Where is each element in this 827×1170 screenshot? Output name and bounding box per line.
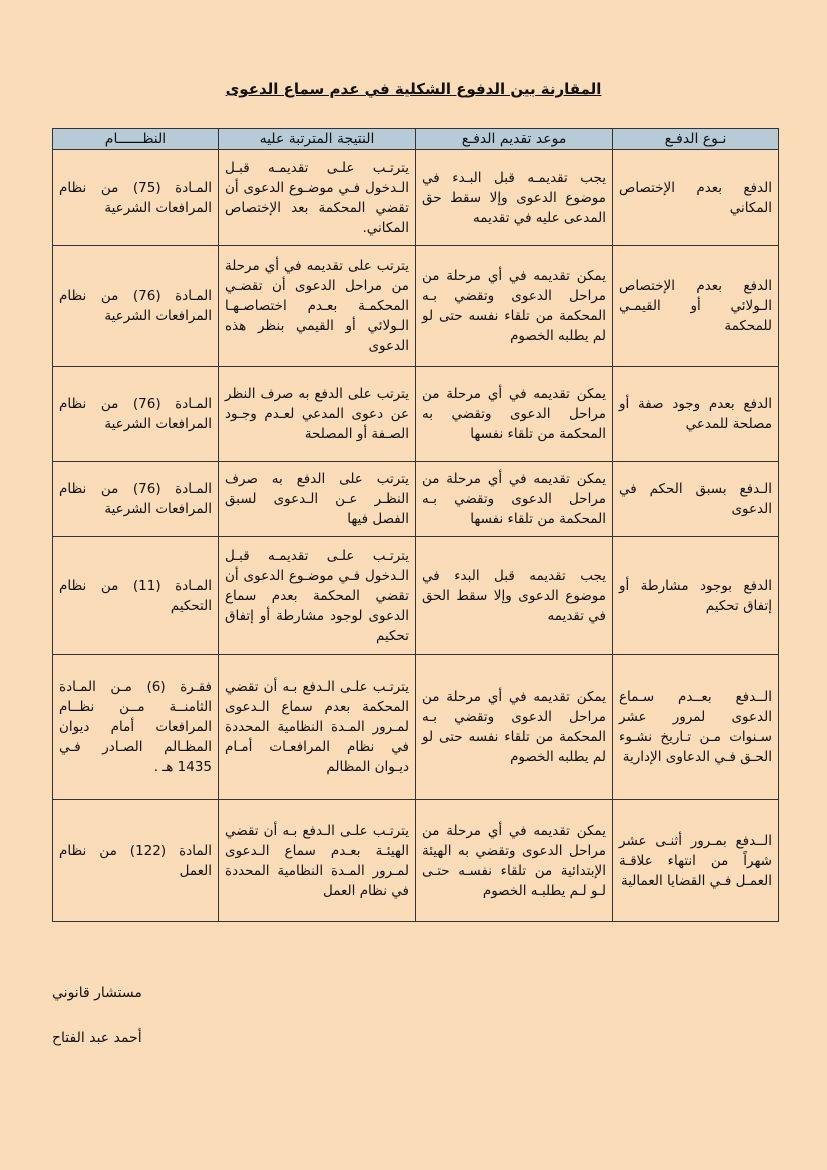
cell-regulation: المـادة (11) من نظام التحكيم — [53, 537, 219, 655]
cell-regulation: المادة (122) من نظام العمل — [53, 800, 219, 922]
cell-result: يترتـب علـى تقديمـه قبـل الـدخول فـي موضـوع الدعوى أن تقضي المحكمة بعد الإختصاص المكاني. — [219, 150, 416, 246]
table-row — [53, 462, 779, 537]
cell-regulation: المـادة (76) من نظام المرافعات الشرعية — [53, 246, 219, 367]
cell-defense-type: الدفع بعدم الإختصاص الـولائي أو القيمـي للمحكمة — [613, 246, 779, 367]
table-row — [53, 246, 779, 367]
cell-result: يترتـب علـى الـدفع بـه أن تقضي الهيئـة بعـدم سماع الـدعوى لمـرور المـدة النظامية المحددة في نظام العمل — [219, 800, 416, 922]
cell-submission-time: يمكن تقديمه في أي مرحلة من مراحل الدعوى وتقضي بـه المحكمة من تلقاء نفسه حتى لو لم يطلبه الخصوم — [416, 655, 613, 800]
cell-submission-time: يجب تقديمـه قبل البـدء في موضوع الدعوى وإلا سقط حق المدعى عليه في تقديمه — [416, 150, 613, 246]
header-regulation: النظــــــام — [53, 129, 219, 150]
cell-submission-time: يمكن تقديمه في أي مرحلة من مراحل الدعوى وتقضي بـه المحكمة من تلقاء نفسه حتى لو لم يطلبه الخصوم — [416, 246, 613, 367]
cell-defense-type: الدفع بعدم الإختصاص المكاني — [613, 150, 779, 246]
cell-result: يترتب على الدفع به صرف النظـر عـن الـدعوى لسبق الفصل فيها — [219, 462, 416, 537]
cell-result: يترتـب علـى تقديمـه قبـل الـدخول فـي موضـوع الدعوى أن تقضي المحكمة بعدم سماع الدعوى لوجود مشارطة أو إتفاق تحكيم — [219, 537, 416, 655]
table-row — [53, 655, 779, 800]
cell-submission-time: يمكن تقديمه في أي مرحلة من مراحل الدعوى وتقضي به المحكمة من تلقاء نفسها — [416, 367, 613, 462]
cell-regulation: فقـرة (6) مـن المـادة الثامنــة مــن نظــام المرافعات أمام ديوان المظـالم الصـادر فـي 1435 هـ . — [53, 655, 219, 800]
cell-defense-type: الــدفع بمـرور أثنـى عشر شهراً من انتهاء علاقـة العمـل فـي القضايا العمالية — [613, 800, 779, 922]
table-row — [53, 367, 779, 462]
table-row — [53, 800, 779, 922]
table-header-row — [53, 129, 779, 150]
cell-regulation: المـادة (75) من نظام المرافعات الشرعية — [53, 150, 219, 246]
header-result: النتيجة المترتبة عليه — [219, 129, 416, 150]
cell-result: يترتب على الدفع به صرف النظر عن دعوى المدعي لعـدم وجـود الصـفة أو المصلحة — [219, 367, 416, 462]
comparison-table — [52, 128, 779, 922]
cell-defense-type: الـدفع بسبق الحكم في الدعوى — [613, 462, 779, 537]
page-title: المقارنة بين الدفوع الشكلية في عدم سماع الدعوى — [225, 80, 602, 98]
cell-result: يترتب على تقديمه في أي مرحلة من مراحل الدعوى أن تقضـي المحكمـة بعـدم اختصاصـهـا الـولائي أو القيمي بنظر هذه الدعوى — [219, 246, 416, 367]
header-defense-type: نـوع الدفـع — [613, 129, 779, 150]
author-name: أحمد عبد الفتاح — [52, 1030, 142, 1046]
cell-defense-type: الدفع بعدم وجود صفة أو مصلحة للمدعي — [613, 367, 779, 462]
cell-defense-type: الــدفع بعــدم سـماع الدعوى لمرور عشر سـنوات مـن تـاريخ نشـوء الحـق فـي الدعاوى الإدارية — [613, 655, 779, 800]
author-title: مستشار قانوني — [52, 985, 142, 1001]
cell-regulation: المـادة (76) من نظام المرافعات الشرعية — [53, 367, 219, 462]
table-row — [53, 150, 779, 246]
cell-regulation: المـادة (76) من نظام المرافعات الشرعية — [53, 462, 219, 537]
header-submission-time: موعد تقديم الدفـع — [416, 129, 613, 150]
cell-submission-time: يمكن تقديمه في أي مرحلة من مراحل الدعوى وتقضي به الهيئة الإبتدائية من تلقاء نفسـه حتـى لـو لـم يطلبـه الخصوم — [416, 800, 613, 922]
cell-submission-time: يمكن تقديمه في أي مرحلة من مراحل الدعوى وتقضي بـه المحكمة من تلقاء نفسها — [416, 462, 613, 537]
cell-result: يترتـب علـى الـدفع بـه أن تقضي المحكمة بعدم سماع الـدعوى لمـرور المـدة النظامية المحددة في نظام المرافعـات أمـام ديـوان المظالم — [219, 655, 416, 800]
cell-submission-time: يجب تقديمه قبل البدء في موضوع الدعوى وإلا سقط الحق في تقديمه — [416, 537, 613, 655]
table-row — [53, 537, 779, 655]
cell-defense-type: الدفع بوجود مشارطة أو إتفاق تحكيم — [613, 537, 779, 655]
